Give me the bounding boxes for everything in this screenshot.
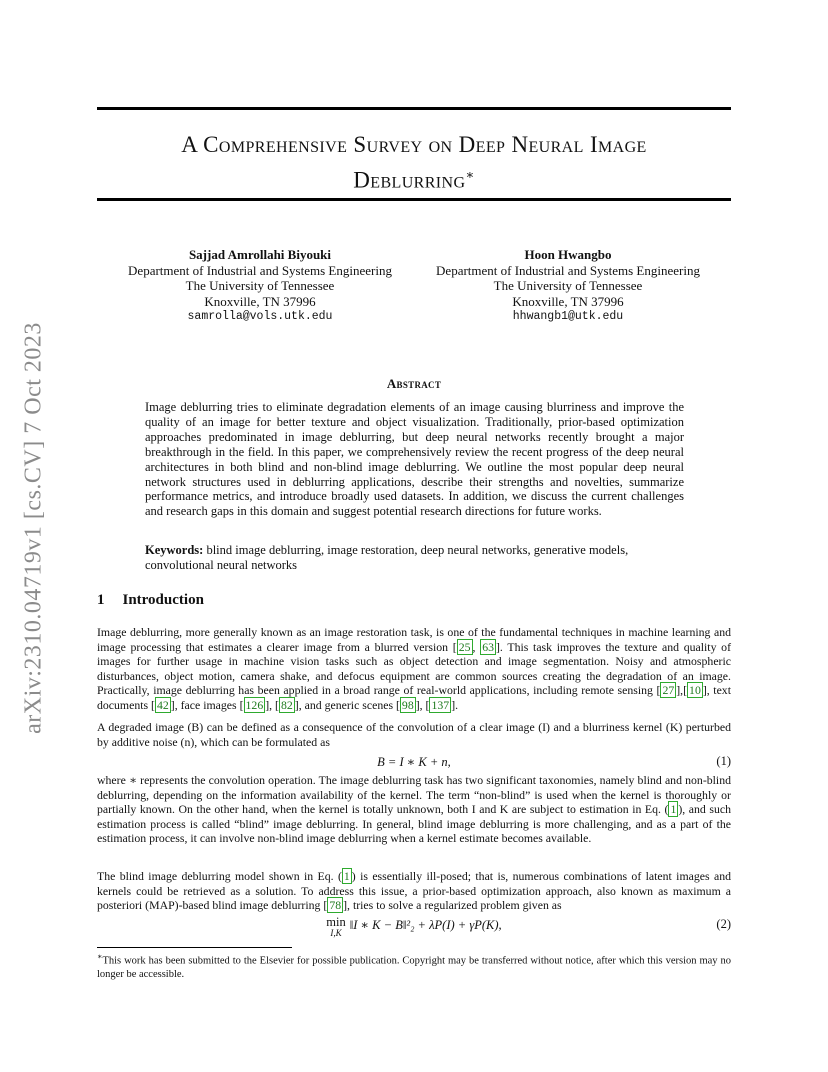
footnote-rule: [97, 947, 292, 948]
author-email[interactable]: samrolla@vols.utk.edu: [187, 310, 333, 323]
citation-link[interactable]: 25: [458, 639, 471, 654]
author-name: Sajjad Amrollahi Biyouki: [188, 247, 332, 262]
intro-paragraph-3: where ∗ represents the convolution operation. The image deblurring task has two significant taxonomies, namely blind and non-blind deblurring, depending on the information availability of the kernel. The term “non-blind” is used when the kernel is thoroughly or partially known. On the other hand, when the kernel is totally unknown, both I and K are subject to estimation in Eq. ( 1 ), and such estimation process is called “blind” image deblurring. In general, blind image deblurring is more challenging, and as a part of the estimation process, it can involve non-blind image deblurring when a kernel estimate becomes available.: [97, 773, 731, 845]
title-line-2: Deblurring: [353, 167, 466, 193]
title-line-1: A Comprehensive Survey on Deep Neural Image: [181, 132, 647, 157]
author-email[interactable]: hhwangb1@utk.edu: [512, 310, 624, 323]
title-footnote-mark: ∗: [465, 167, 475, 182]
author-city: Knoxville, TN 37996: [512, 293, 624, 309]
keywords: [145, 543, 684, 573]
keywords-text: blind image deblurring, image restoration, deep neural networks, generative models, convolutional neural networks: [145, 543, 629, 572]
footnote-mark: ∗: [97, 952, 103, 961]
citation-link[interactable]: 126: [245, 697, 264, 712]
abstract-heading: Abstract: [386, 376, 442, 391]
equation-number: (2): [716, 917, 731, 931]
section-heading: [97, 592, 204, 609]
citation-link[interactable]: 63: [482, 639, 494, 654]
equation-body: ‖I ∗ K − B‖²₂ + λP(I) + γP(K),: [349, 918, 502, 932]
author-2: [420, 247, 716, 325]
arxiv-stamp: arXiv:2310.04719v1 [cs.CV] 7 Oct 2023: [20, 322, 47, 734]
section-title: Introduction: [122, 592, 204, 608]
title-top-rule: [97, 107, 731, 110]
paper-title: [97, 130, 731, 196]
equation-ref-link[interactable]: 1: [343, 869, 350, 883]
equation-1: [97, 754, 731, 770]
author-department: Department of Industrial and Systems Engineering: [128, 262, 392, 278]
intro-paragraph-4: The blind image deblurring model shown in Eq. ( 1 ) is essentially ill-posed; that is, numerous combinations of latent images and kernels could be retrieved as a solution. To address this issue, a prior-based optimization approach, also known as maximum a posteriori (MAP)-based blind image deblurring [ 78 ], tries to solve a regularized problem given as: [97, 869, 731, 912]
equation-number: (1): [716, 754, 731, 768]
section-number: 1: [97, 592, 105, 608]
keywords-label: Keywords:: [145, 543, 204, 557]
author-city: Knoxville, TN 37996: [204, 293, 316, 309]
citation-link[interactable]: 98: [401, 697, 414, 712]
author-university: The University of Tennessee: [185, 278, 335, 293]
equation-min-operator: min I,K: [326, 915, 346, 938]
author-department: Department of Industrial and Systems Engineering: [436, 262, 700, 278]
footnote-text: This work has been submitted to the Elsevier for possible publication. Copyright may be transferred without notice, after which this version may no longer be accessible.: [97, 955, 731, 980]
abstract-text: Image deblurring tries to eliminate degradation elements of an image causing blurriness and improve the quality of an image for better texture and object visualization. Traditionally, prior-based optimization approaches predominated in image deblurring, but deep neural networks recently brought a major breakthrough in the field. In this paper, we comprehensively review the recent progress of the deep neural architectures in both blind and non-blind image deblurring. We outline the most popular deep neural network structures used in deblurring applications, describe their strengths and novelties, summarize performance metrics, and introduce broadly used datasets. In addition, we discuss the current challenges and research gaps in this domain and suggest potential research directions for future works.: [145, 400, 684, 519]
citation-link[interactable]: 82: [280, 697, 293, 712]
intro-paragraph-2: A degraded image (B) can be defined as a consequence of the convolution of a clear image (I) and a blurriness kernel (K) perturbed by additive noise (n), which can be formulated as: [97, 720, 731, 749]
footnote: [97, 950, 731, 981]
citation-link[interactable]: 78: [329, 898, 342, 912]
title-bottom-rule: [97, 198, 731, 201]
author-name: Hoon Hwangbo: [524, 247, 612, 262]
citation-link[interactable]: 10: [689, 683, 701, 697]
equation-ref-link[interactable]: 1: [670, 802, 677, 816]
equation-2: [97, 917, 731, 943]
citation-link[interactable]: 27: [662, 683, 675, 697]
citation-link[interactable]: 42: [157, 697, 169, 712]
citation-link[interactable]: 137: [431, 697, 450, 712]
equation-body: B = I ∗ K + n,: [377, 755, 451, 769]
author-university: The University of Tennessee: [493, 278, 643, 293]
author-1: [112, 247, 408, 325]
intro-paragraph-1: Image deblurring, more generally known as an image restoration task, is one of the fundamental techniques in machine learning and image processing that estimates a clearer image from a blurred version [ 25 , 63 ]. This task improves the texture and quality of images for further usage in machine vision tasks such as object detection and image segmentation. Noisy and atmospheric disturbances, object motion, camera shake, and defocus equipment are common sources creating the degradation of an image. Practically, image deblurring has been applied in a broad range of real-world applications, including remote sensing [ 27 ],[ 10 ], text documents [ 42 ], face images [ 126 ], [ 82 ], and generic scenes [ 98 ], [ 137 ].: [97, 625, 731, 712]
